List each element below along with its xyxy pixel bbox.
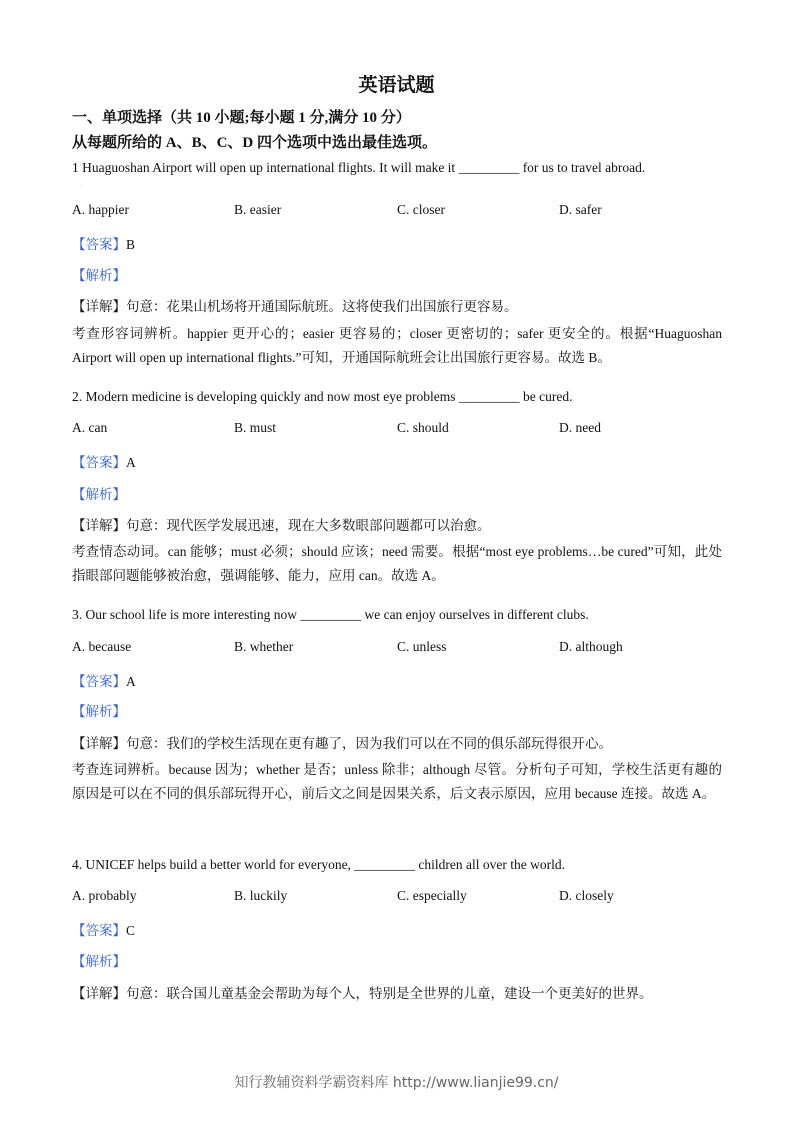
q1-meaning-text: 句意：花果山机场将开通国际航班。这将使我们出国旅行更容易。 bbox=[126, 299, 518, 314]
question-2-stem: 2. Modern medicine is developing quickly and now most eye problems _________ be cured. bbox=[72, 389, 573, 404]
q1-option-d: D. safer bbox=[559, 202, 602, 217]
detail-tag: 【详解】 bbox=[72, 736, 126, 751]
q4-meaning-text: 句意：联合国儿童基金会帮助为每个人，特别是全世界的儿童，建设一个更美好的世界。 bbox=[126, 986, 653, 1001]
detail-tag: 【详解】 bbox=[72, 518, 126, 533]
q3-meaning-text: 句意：我们的学校生活现在更有趣了，因为我们可以在不同的俱乐部玩得很开心。 bbox=[126, 736, 612, 751]
q4-answer bbox=[72, 919, 135, 939]
q2-detail-meaning bbox=[72, 514, 491, 534]
q3-answer bbox=[72, 670, 136, 690]
q4-option-c: C. especially bbox=[397, 888, 467, 903]
q1-option-b: B. easier bbox=[234, 202, 282, 217]
q3-detail-explain: 考查连词辨析。because 因为；whether 是否；unless 除非；although 尽管。分析句子可知，学校生活更有趣的原因是可以在不同的俱乐部玩得开心，前后文之间是因果关系，后文表示原因，应用 because 连接。故选 A。 bbox=[72, 762, 722, 801]
answer-tag: 【答案】 bbox=[72, 674, 126, 689]
footer-watermark: 知行教辅资料学霸资料库 http://www.lianjie99.cn/ bbox=[234, 1075, 559, 1091]
q4-analysis-tag: 【解析】 bbox=[72, 954, 126, 969]
q3-option-b: B. whether bbox=[234, 639, 294, 654]
q3-detail-meaning bbox=[72, 732, 612, 752]
q1-option-a: A. happier bbox=[72, 202, 129, 217]
section-instruction: 从每题所给的 A、B、C、D 四个选项中选出最佳选项。 bbox=[72, 135, 438, 151]
q2-option-b: B. must bbox=[234, 420, 277, 435]
detail-tag: 【详解】 bbox=[72, 986, 126, 1001]
q2-detail-explain: 考查情态动词。can 能够；must 必须；should 应该；need 需要。根据“most eye problems…be cured”可知，此处指眼部问题能够被治愈，强调能够、能力，应用 can。故选 A。 bbox=[72, 544, 722, 583]
q3-option-a: A. because bbox=[72, 639, 132, 654]
answer-tag: 【答案】 bbox=[72, 455, 126, 470]
q2-option-a: A. can bbox=[72, 420, 108, 435]
answer-tag: 【答案】 bbox=[72, 237, 126, 252]
q1-detail-explain: 考查形容词辨析。happier 更开心的；easier 更容易的；closer 更密切的；safer 更安全的。根据“Huaguoshan Airport will open up international flights.”可知，开通国际航班会让出国旅行更容易。故选 B。 bbox=[72, 326, 722, 365]
question-1-stem: 1 Huaguoshan Airport will open up international flights. It will make it _________ for us to travel abroad. bbox=[72, 160, 646, 175]
q2-answer-value: A bbox=[126, 455, 136, 470]
question-4-stem: 4. UNICEF helps build a better world for everyone, _________ children all over the world. bbox=[72, 857, 566, 872]
detail-tag: 【详解】 bbox=[72, 299, 126, 314]
page-title: 英语试题 bbox=[358, 75, 435, 96]
question-3-stem: 3. Our school life is more interesting now _________ we can enjoy ourselves in different clubs. bbox=[72, 607, 589, 622]
q4-option-b: B. luckily bbox=[234, 888, 288, 903]
q1-answer-value: B bbox=[126, 237, 136, 252]
q1-analysis-tag: 【解析】 bbox=[72, 268, 126, 283]
q4-option-d: D. closely bbox=[559, 888, 614, 903]
answer-tag: 【答案】 bbox=[72, 923, 126, 938]
q1-option-c: C. closer bbox=[397, 202, 445, 217]
q4-option-a: A. probably bbox=[72, 888, 137, 903]
q2-answer bbox=[72, 451, 136, 471]
q1-detail-meaning bbox=[72, 295, 518, 315]
q4-answer-value: C bbox=[126, 923, 136, 938]
q3-option-d: D. although bbox=[559, 639, 623, 654]
q1-answer bbox=[72, 233, 135, 253]
section-heading: 一、单项选择（共 10 小题;每小题 1 分,满分 10 分） bbox=[72, 110, 411, 126]
q3-option-c: C. unless bbox=[397, 639, 447, 654]
q4-detail-meaning bbox=[72, 982, 653, 1002]
q3-answer-value: A bbox=[126, 674, 136, 689]
q2-meaning-text: 句意：现代医学发展迅速，现在大多数眼部问题都可以治愈。 bbox=[126, 518, 491, 533]
q2-option-d: D. need bbox=[559, 420, 601, 435]
q3-analysis-tag: 【解析】 bbox=[72, 704, 126, 719]
q2-analysis-tag: 【解析】 bbox=[72, 487, 126, 502]
q2-option-c: C. should bbox=[397, 420, 449, 435]
stray-dot: · bbox=[80, 183, 82, 189]
